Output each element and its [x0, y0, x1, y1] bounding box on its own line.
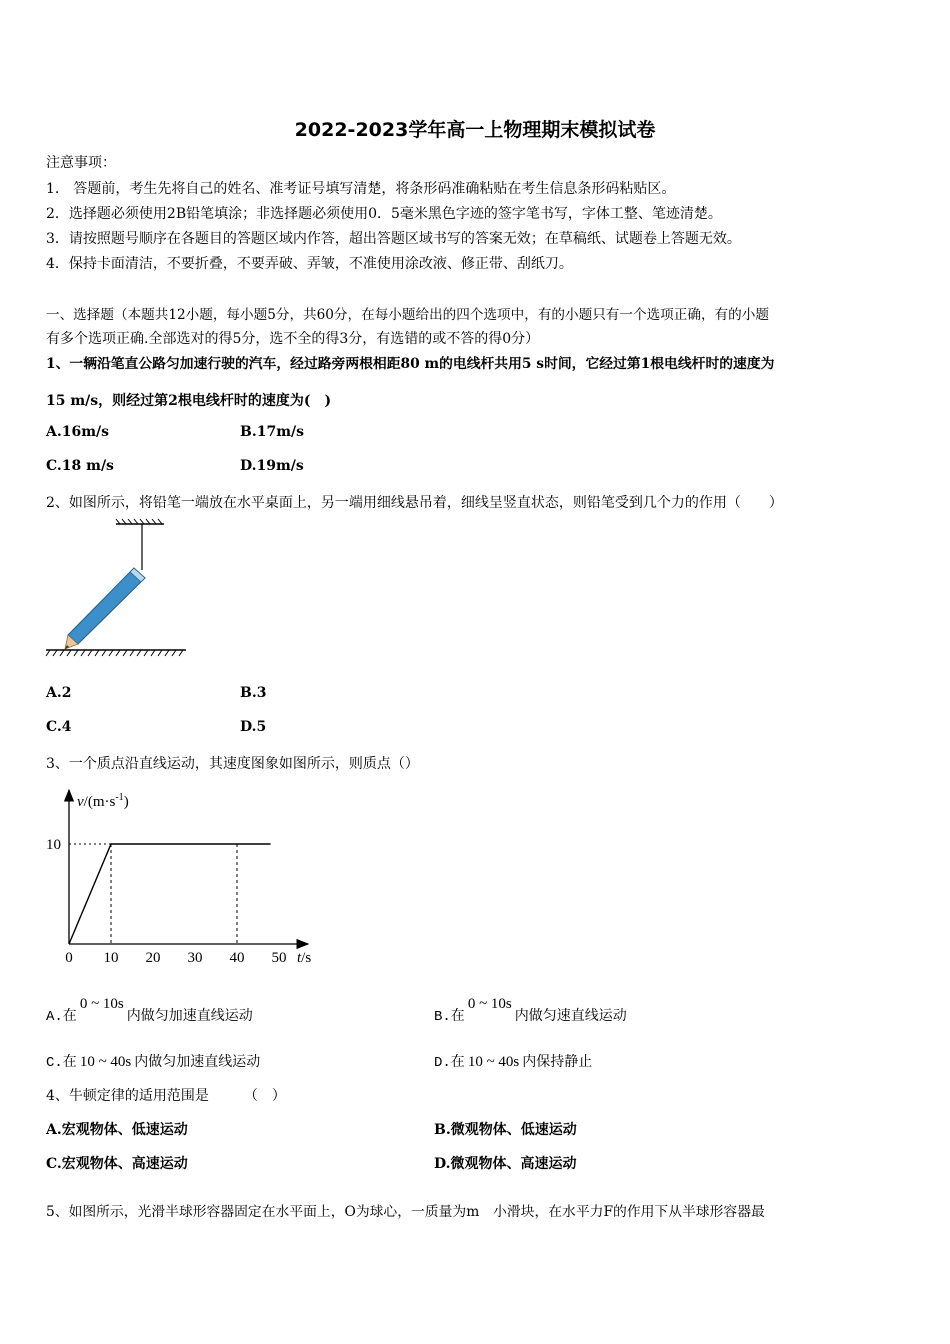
q3-option-c-range: 10 ~ 40s [79, 1054, 132, 1070]
q4-option-c: C.宏观物体、高速运动 [46, 1156, 188, 1172]
x-tick-label: 40 [229, 950, 245, 966]
q3-option-d-suffix: 内保持静止 [522, 1055, 593, 1071]
section-intro-line1: 一、选择题（本题共12小题，每小题5分，共60分，在每小题给出的四个选项中，有的小题只有一个选项正确，有的小题 [46, 307, 769, 323]
q3-option-c-prefix: C.在 [46, 1055, 77, 1071]
q1-option-d: D.19m/s [240, 458, 304, 474]
y-tick-label: 10 [46, 837, 61, 853]
notice-item-1: 1. 答题前，考生先将自己的姓名、准考证号填写清楚，将条形码准确粘贴在考生信息条形码粘贴区。 [46, 181, 676, 197]
section-intro-line2: 有多个选项正确.全部选对的得5分，选不全的得3分，有选错的或不答的得0分） [46, 331, 540, 347]
q2-option-b: B.3 [240, 685, 267, 701]
velocity-series-line [69, 844, 271, 944]
q2-stem: 2、如图所示，将铅笔一端放在水平桌面上，另一端用细线悬吊着，细线呈竖直状态，则铅笔受到几个力的作用（ ） [46, 495, 783, 511]
q3-option-b-prefix: B.在 [434, 1009, 465, 1025]
q5-stem: 5、如图所示，光滑半球形容器固定在水平面上，O为球心，一质量为m 小滑块，在水平力F的作用下从半球形容器最 [46, 1204, 765, 1220]
x-tick-label: 10 [103, 950, 119, 966]
q2-option-c: C.4 [46, 719, 72, 735]
notice-item-4: 4．保持卡面清洁，不要折叠，不要弄破、弄皱，不准使用涂改液、修正带、刮纸刀。 [46, 256, 573, 272]
q2-option-a: A.2 [46, 685, 72, 701]
q3-option-b [434, 996, 627, 1025]
velocity-time-chart [40, 782, 330, 972]
q4-option-b: B.微观物体、低速运动 [434, 1122, 577, 1138]
q3-option-d-range: 10 ~ 40s [467, 1054, 520, 1070]
q2-option-d: D.5 [240, 719, 267, 735]
x-tick-label: 20 [145, 950, 161, 966]
q3-option-a-range: 0 ~ 10s [79, 996, 124, 1012]
notice-item-3: 3．请按照题号顺序在各题目的答题区域内作答，超出答题区域书写的答案无效；在草稿纸、试题卷上答题无效。 [46, 231, 741, 247]
q1-stem-line2: 15 m/s，则经过第2根电线杆时的速度为( ) [46, 393, 332, 409]
x-tick-label: 0 [65, 950, 73, 966]
q3-option-a [46, 996, 253, 1025]
q3-option-a-prefix: A.在 [46, 1009, 77, 1025]
page-title: 2022-2023学年高一上物理期末模拟试卷 [294, 119, 656, 141]
q3-option-a-suffix: 内做匀加速直线运动 [126, 1009, 253, 1025]
q3-option-b-suffix: 内做匀速直线运动 [514, 1009, 627, 1025]
x-tick-label: 30 [187, 950, 203, 966]
x-tick-label: 50 [271, 950, 287, 966]
q3-option-c-suffix: 内做匀加速直线运动 [134, 1055, 261, 1071]
q3-option-d-prefix: D.在 [434, 1055, 465, 1071]
y-axis-label: $v/(m\cdot s^{-1})$ [77, 792, 129, 810]
q4-option-d: D.微观物体、高速运动 [434, 1156, 577, 1172]
pencil-figure [40, 518, 200, 663]
notice-item-2: 2．选择题必须使用2B铅笔填涂；非选择题必须使用0．5毫米黑色字迹的签字笔书写，字体工整、笔迹清楚。 [46, 206, 722, 222]
q3-option-d [434, 1051, 592, 1071]
q3-option-c [46, 1051, 260, 1071]
x-axis-label: t/s [297, 950, 312, 966]
q1-option-a: A.16m/s [46, 424, 110, 440]
q4-option-a: A.宏观物体、低速运动 [46, 1122, 188, 1138]
q1-stem-line1: 1、一辆沿笔直公路匀加速行驶的汽车，经过路旁两根相距80 m的电线杆共用5 s时间，它经过第1根电线杆时的速度为 [46, 356, 775, 372]
q4-stem: 4、牛顿定律的适用范围是 （ ） [46, 1088, 286, 1104]
q3-stem: 3、一个质点沿直线运动，其速度图象如图所示，则质点（） [46, 756, 419, 772]
q3-option-b-range: 0 ~ 10s [467, 996, 512, 1012]
q1-option-c: C.18 m/s [46, 458, 114, 474]
notice-heading: 注意事项： [46, 155, 116, 171]
q1-option-b: B.17m/s [240, 424, 304, 440]
